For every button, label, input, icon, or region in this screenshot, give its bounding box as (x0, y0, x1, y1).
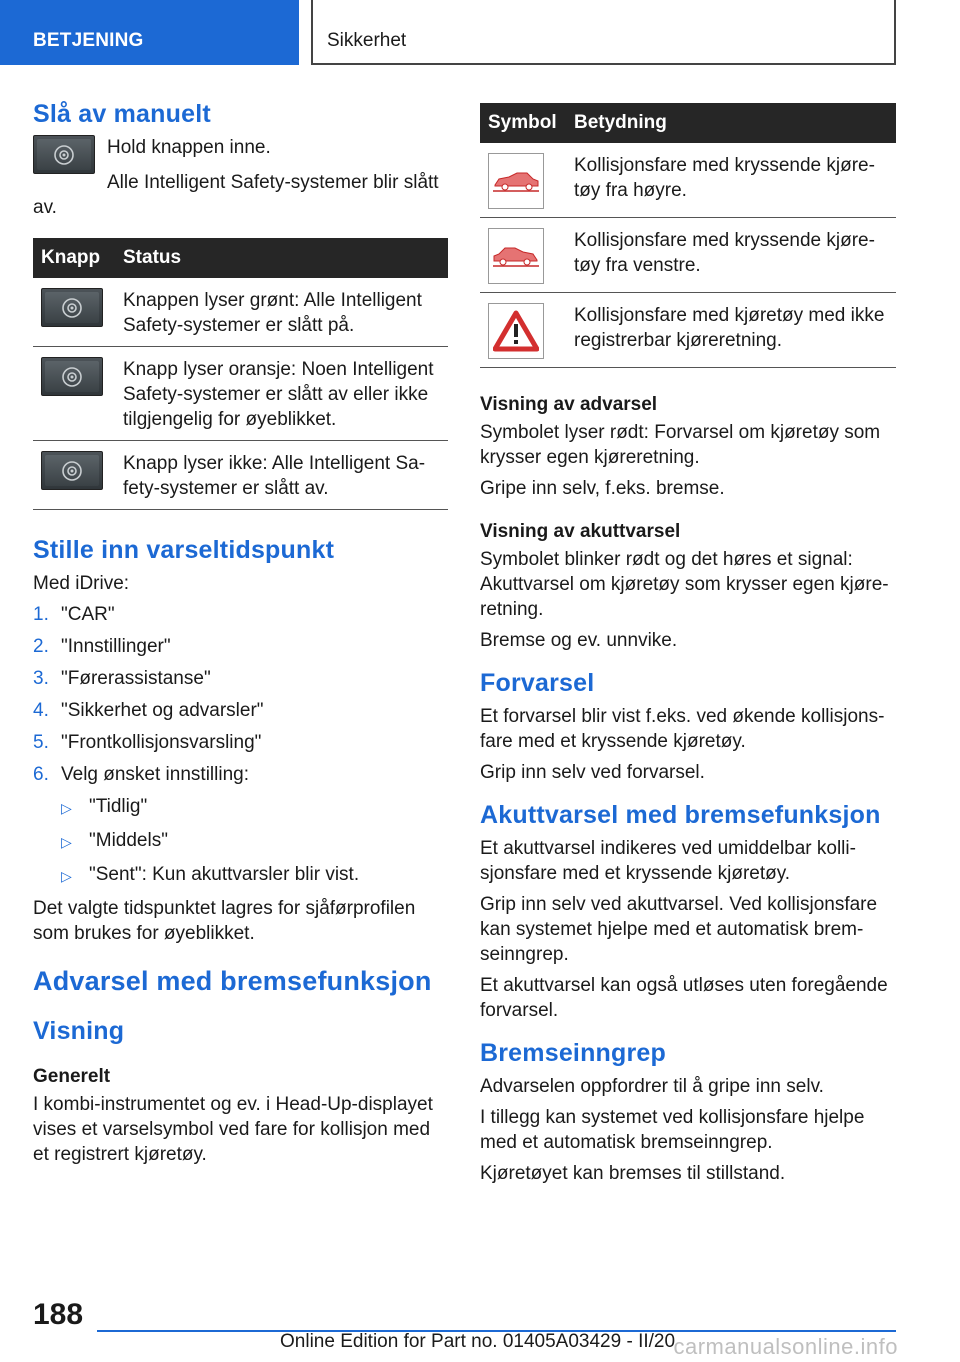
list-item: 4. "Sikkerhet og advarsler" (33, 700, 264, 721)
table-row (480, 218, 896, 293)
heading-general: Generelt (33, 1066, 111, 1087)
safety-symbol-icon (53, 144, 75, 166)
meaning-text: Kollisjonsfare med kryssende kjøre-tøy fra venstre. (566, 218, 896, 293)
button-orange-icon (41, 357, 103, 396)
heading-prewarning: Forvarsel (480, 669, 595, 697)
table-header-symbol: Symbol (480, 103, 566, 143)
list-item: 1. "CAR" (33, 604, 115, 625)
heading-acute-brake: Akuttvarsel med bremsefunksjon (480, 801, 881, 829)
acute-text-3: Et akuttvarsel kan også utløses uten foregående forvarsel. (480, 975, 888, 1021)
table-header-button: Knapp (33, 238, 115, 278)
setting-options (61, 794, 448, 889)
heading-brake-intervention: Bremseinngrep (480, 1039, 666, 1067)
chapter-tab: BETJENING (0, 0, 299, 65)
table-header-status: Status (115, 238, 448, 278)
warning-triangle-icon (488, 303, 544, 359)
display-acute-action: Bremse og ev. unnvike. (480, 630, 678, 651)
watermark: carmanualsonline.info (673, 1334, 898, 1359)
list-item: ▷ "Middels" (61, 828, 448, 855)
profile-note: Det valgte tidspunktet lagres for sjåførprofilen som brukes for øyeblikket. (33, 898, 416, 944)
heading-manual-off: Slå av manuelt (33, 100, 211, 128)
prewarning-action: Grip inn selv ved forvarsel. (480, 762, 705, 783)
general-text: I kombi-instrumentet og ev. i Head-Up-displayet vises et varselsymbol ved fare for kollisjon med et registrert kjøretøy. (33, 1094, 433, 1165)
right-column (480, 103, 896, 1192)
section-tab: Sikkerhet (311, 0, 896, 65)
left-column (33, 100, 448, 1173)
edition-text: Online Edition for Part no. 01405A03429 - II/20 (280, 1331, 676, 1352)
heading-warning-time: Stille inn varseltidspunkt (33, 536, 335, 564)
list-item: ▷ "Tidlig" (61, 794, 448, 821)
page-number: 188 (33, 1298, 84, 1331)
status-text: Knapp lyser oransje: Noen Intelligent Safety-systemer er slått av eller ikke tilgjengelig for øyeblikket. (115, 347, 448, 441)
manual-off-instruction: Hold knappen inne. (107, 137, 271, 158)
table-row (480, 293, 896, 368)
heading-display: Visning (33, 1017, 125, 1045)
display-warning-text: Symbolet lyser rødt: Forvarsel om kjøretøy som krysser egen kjøreretning. (480, 422, 881, 468)
symbol-table (480, 103, 896, 368)
prewarning-text: Et forvarsel blir vist f.eks. ved økende kollisjons-fare med et kryssende kjøretøy. (480, 706, 885, 752)
meaning-text: Kollisjonsfare med kryssende kjøre-tøy fra høyre. (566, 143, 896, 218)
list-item: 2. "Innstillinger" (33, 636, 171, 657)
table-row (33, 347, 448, 441)
settings-steps (33, 602, 448, 787)
triangle-bullet-icon: ▷ (61, 834, 72, 850)
status-text: Knapp lyser ikke: Alle Intelligent Sa-fety-systemer er slått av. (115, 441, 448, 510)
idrive-intro: Med iDrive: (33, 573, 130, 594)
brake-text-1: Advarselen oppfordrer til å gripe inn selv. (480, 1076, 824, 1097)
heading-brake-warning: Advarsel med bremsefunksjon (33, 966, 432, 996)
button-off-icon (41, 451, 103, 490)
brake-text-3: Kjøretøyet kan bremses til stillstand. (480, 1163, 786, 1184)
table-row (480, 143, 896, 218)
heading-display-acute: Visning av akuttvarsel (480, 521, 681, 542)
list-item: 3. "Førerassistanse" (33, 668, 211, 689)
intelligent-safety-button-icon (33, 135, 95, 174)
triangle-bullet-icon: ▷ (61, 800, 72, 816)
status-text: Knappen lyser grønt: Alle Intelligent Safety-systemer er slått på. (115, 278, 448, 347)
triangle-bullet-icon: ▷ (61, 868, 72, 884)
manual-off-block (33, 135, 448, 174)
acute-text-2: Grip inn selv ved akuttvarsel. Ved kollisjonsfare kan systemet hjelpe med et automatisk brem-seinngrep. (480, 894, 878, 965)
list-item: 6. Velg ønsket innstilling: (33, 764, 249, 785)
button-green-icon (41, 288, 103, 327)
table-row (33, 278, 448, 347)
table-row (33, 441, 448, 510)
display-acute-text: Symbolet blinker rødt og det høres et signal: Akuttvarsel om kjøretøy som krysser egen kjøre-retning. (480, 549, 889, 620)
heading-display-warning: Visning av advarsel (480, 394, 658, 415)
list-item: ▷ "Sent": Kun akuttvarsler blir vist. (61, 862, 448, 889)
list-item: 5. "Frontkollisjonsvarsling" (33, 732, 262, 753)
table-header-meaning: Betydning (566, 103, 896, 143)
manual-off-result: Alle Intelligent Safety-systemer blir slått av. (33, 172, 439, 218)
brake-text-2: I tillegg kan systemet ved kollisjonsfare hjelpe med et automatisk bremseinngrep. (480, 1107, 865, 1153)
button-status-table (33, 238, 448, 510)
meaning-text: Kollisjonsfare med kjøretøy med ikke registrerbar kjøreretning. (566, 293, 896, 368)
car-left-icon (488, 228, 544, 284)
display-warning-action: Gripe inn selv, f.eks. bremse. (480, 478, 725, 499)
acute-text-1: Et akuttvarsel indikeres ved umiddelbar kolli-sjonsfare med et kryssende kjøretøy. (480, 838, 856, 884)
car-right-icon (488, 153, 544, 209)
